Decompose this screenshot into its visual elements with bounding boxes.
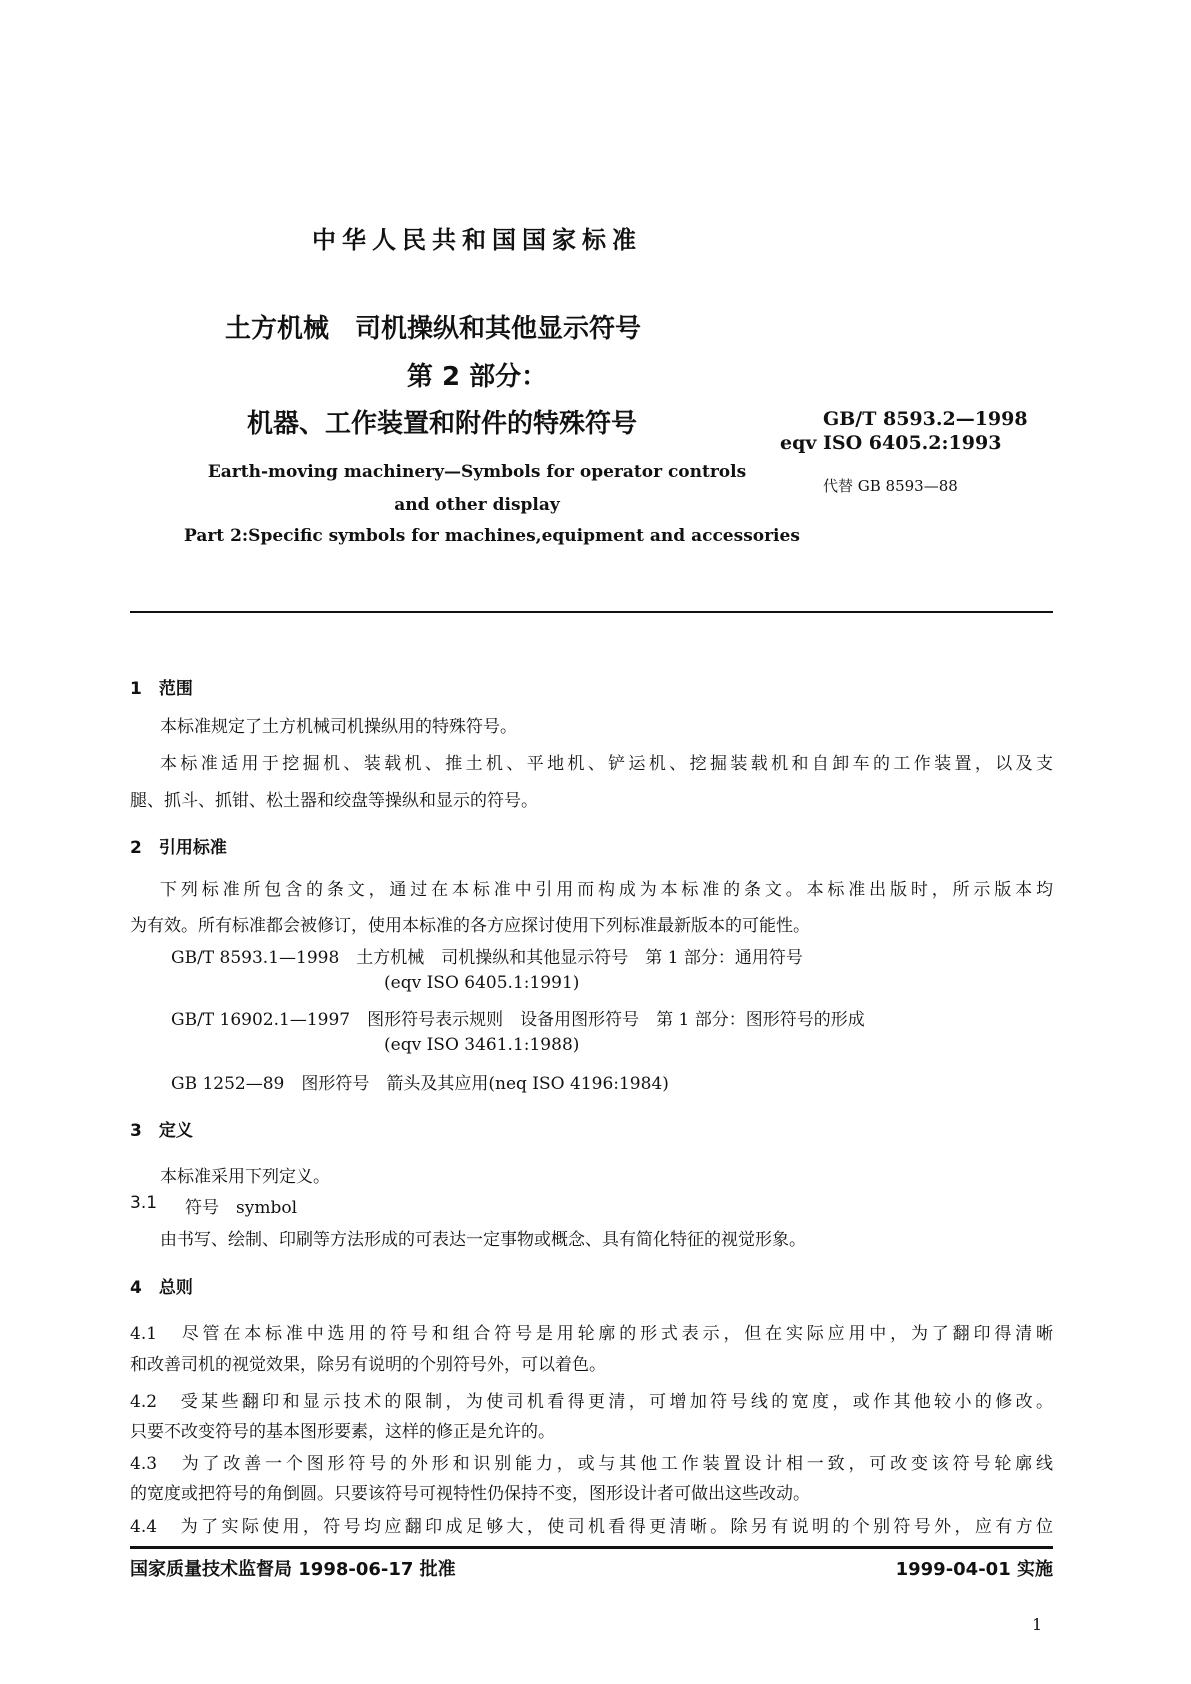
paragraph-line: 4.2 受某些翻印和显示技术的限制，为使司机看得更清，可增加符号线的宽度，或作其他较小的修改。 (130, 1392, 1053, 1412)
equivalent-standard: eqv ISO 6405.2:1993 (780, 432, 1002, 454)
paragraph-line: 本标准适用于挖掘机、装载机、推土机、平地机、铲运机、挖掘装载机和自卸车的工作装置，以及支 (160, 754, 1053, 774)
reference-item: GB/T 8593.1—1998 土方机械 司机操纵和其他显示符号 第 1 部分：通用符号 (171, 948, 803, 968)
paragraph-line: 下列标准所包含的条文，通过在本标准中引用而构成为本标准的条文。本标准出版时，所示版本均 (160, 880, 1053, 900)
paragraph-line: 只要不改变符号的基本图形要素，这样的修正是允许的。 (130, 1422, 555, 1442)
definition-text: 由书写、绘制、印刷等方法形成的可表达一定事物或概念、具有简化特征的视觉形象。 (160, 1230, 806, 1250)
national-standard-label: 中华人民共和国国家标准 (312, 226, 642, 254)
paragraph-line: 腿、抓斗、抓钳、松土器和绞盘等操纵和显示的符号。 (130, 791, 538, 811)
title-line-2: 第 2 部分： (406, 362, 548, 392)
section-1-heading: 1 范围 (130, 679, 193, 699)
section-2-heading: 2 引用标准 (130, 838, 227, 858)
implementation-date: 1999-04-01 实施 (895, 1559, 1053, 1580)
paragraph-line: 为有效。所有标准都会被修订，使用本标准的各方应探讨使用下列标准最新版本的可能性。 (130, 916, 810, 936)
reference-item: GB/T 16902.1—1997 图形符号表示规则 设备用图形符号 第 1 部分：图形符号的形成 (171, 1010, 865, 1030)
paragraph-line: 4.3 为了改善一个图形符号的外形和识别能力，或与其他工作装置设计相一致，可改变该符号轮廓线 (130, 1454, 1053, 1474)
paragraph-line: 4.1 尽管在本标准中选用的符号和组合符号是用轮廓的形式表示，但在实际应用中，为了翻印得清晰 (130, 1324, 1053, 1344)
paragraph-line: 4.4 为了实际使用，符号均应翻印成足够大，使司机看得更清晰。除另有说明的个别符号外，应有方位 (130, 1517, 1053, 1537)
approval-date: 国家质量技术监督局 1998-06-17 批准 (130, 1559, 456, 1580)
section-4-heading: 4 总则 (130, 1278, 193, 1298)
standard-number: GB/T 8593.2—1998 (823, 408, 1028, 430)
paragraph-line: 本标准采用下列定义。 (160, 1167, 330, 1187)
english-title-line-3: Part 2:Specific symbols for machines,equipment and accessories (184, 526, 800, 546)
page-number: 1 (1032, 1615, 1043, 1634)
section-3-heading: 3 定义 (130, 1121, 193, 1141)
english-title-line-1: Earth-moving machinery—Symbols for operator controls (207, 462, 747, 482)
definition-term: 符号 symbol (185, 1198, 298, 1218)
reference-item: (eqv ISO 3461.1:1988) (384, 1035, 580, 1055)
paragraph-line: 的宽度或把符号的角倒圆。只要该符号可视特性仍保持不变，图形设计者可做出这些改动。 (130, 1484, 810, 1504)
paragraph-line: 和改善司机的视觉效果，除另有说明的个别符号外，可以着色。 (130, 1355, 606, 1375)
title-line-1: 土方机械 司机操纵和其他显示符号 (225, 314, 642, 344)
header-divider (130, 611, 1053, 613)
reference-item: GB 1252—89 图形符号 箭头及其应用(neq ISO 4196:1984) (171, 1074, 669, 1094)
title-line-3: 机器、工作装置和附件的特殊符号 (247, 409, 638, 439)
replaces-standard: 代替 GB 8593—88 (823, 477, 958, 495)
english-title-line-2: and other display (394, 495, 560, 515)
reference-item: (eqv ISO 6405.1:1991) (384, 973, 580, 993)
paragraph-line: 本标准规定了土方机械司机操纵用的特殊符号。 (160, 717, 517, 737)
definition-number: 3.1 (130, 1193, 158, 1213)
footer-divider (130, 1546, 1053, 1549)
